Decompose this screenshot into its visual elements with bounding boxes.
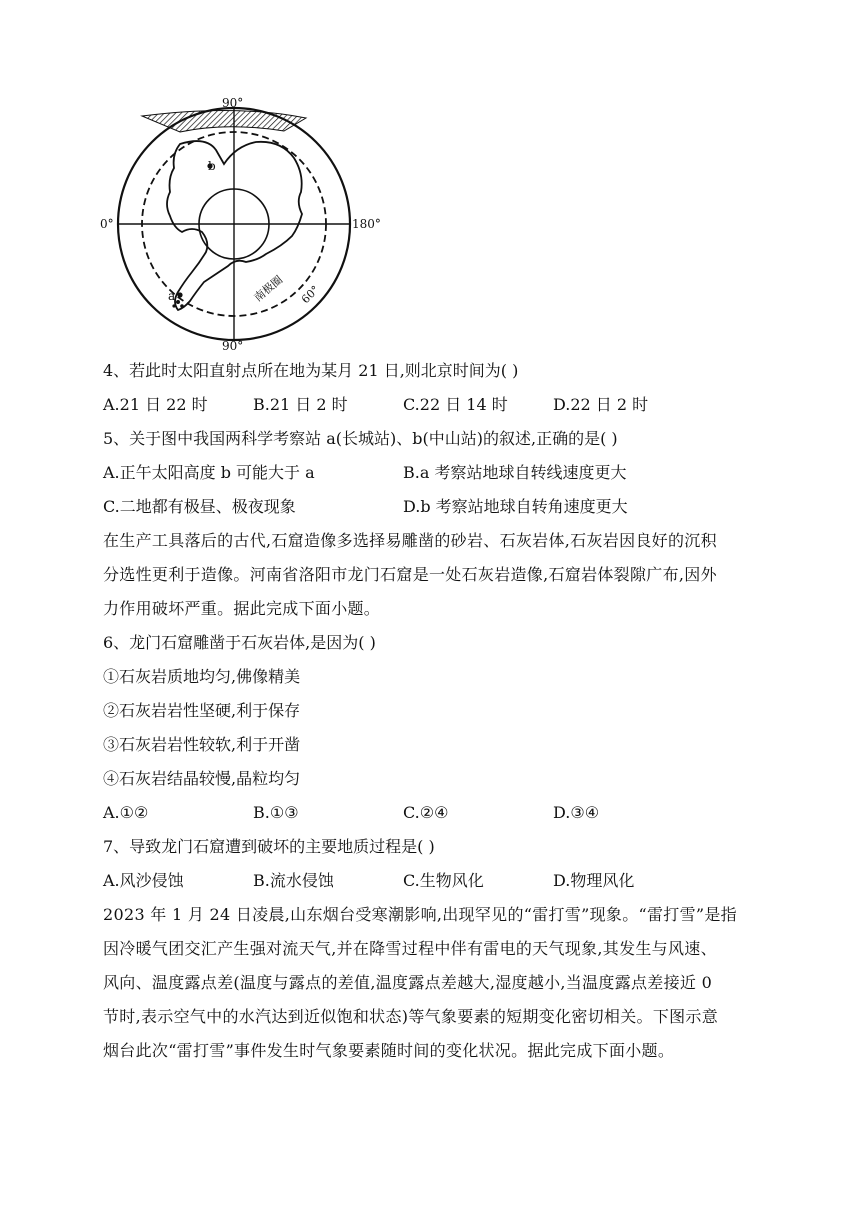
q6-options (103, 796, 763, 830)
q7-option-b: B.流水侵蚀 (253, 871, 334, 890)
label-b: b (208, 159, 216, 173)
q4-option-b: B.21 日 2 时 (253, 395, 348, 414)
label-top: 90° (222, 96, 244, 110)
q7-option-a: A.风沙侵蚀 (103, 871, 184, 890)
q7-option-c: C.生物风化 (403, 871, 484, 890)
q7-options (103, 864, 763, 898)
q6-option-d: D.③④ (553, 803, 600, 822)
q5-option-c: C.二地都有极昼、极夜现象 (103, 497, 296, 516)
q6-option-a: A.①② (103, 803, 149, 822)
q5-option-a: A.正午太阳高度 b 可能大于 a (103, 463, 315, 482)
station-a-dot (177, 292, 182, 297)
q6-stem: 6、龙门石窟雕凿于石灰岩体,是因为( ) (103, 633, 376, 652)
label-a: a (168, 289, 176, 303)
label-right: 180° (352, 217, 381, 231)
q6-statement-4: ④石灰岩结晶较慢,晶粒均匀 (103, 769, 301, 788)
passage-2 (103, 898, 763, 1068)
passage-2-line: 因冷暖气团交汇产生强对流天气,并在降雪过程中伴有雷电的天气现象,其发生与风速、 (103, 939, 717, 958)
passage-2-line: 烟台此次“雷打雪”事件发生时气象要素随时间的变化状况。据此完成下面小题。 (103, 1041, 675, 1060)
passage-2-line: 风向、温度露点差(温度与露点的差值,温度露点差越大,湿度越小,当温度露点差接近 0 (103, 973, 713, 992)
q5-options-row1 (103, 456, 763, 490)
label-left: 0° (100, 217, 114, 231)
antarctica-map-figure (96, 96, 386, 352)
passage-2-line: 节时,表示空气中的水汽达到近似饱和状态)等气象要素的短期变化密切相关。下图示意 (103, 1007, 719, 1026)
passage-1-line: 分选性更利于造像。河南省洛阳市龙门石窟是一处石灰岩造像,石窟岩体裂隙广布,因外 (103, 565, 717, 584)
q6-option-c: C.②④ (403, 803, 449, 822)
passage-2-line: 2023 年 1 月 24 日凌晨,山东烟台受寒潮影响,出现罕见的“雷打雪”现象。“雷打雪”是指 (103, 905, 737, 924)
label-antarctic-circle: 南极圈 (251, 273, 286, 305)
q5-option-b: B.a 考察站地球自转线速度更大 (403, 463, 627, 482)
q6-option-b: B.①③ (253, 803, 299, 822)
q5-options-row2 (103, 490, 763, 524)
q6-statement-2: ②石灰岩岩性坚硬,利于保存 (103, 701, 301, 720)
q7-option-d: D.物理风化 (553, 871, 635, 890)
q5-option-d: D.b 考察站地球自转角速度更大 (403, 497, 628, 516)
q7-stem: 7、导致龙门石窟遭到破坏的主要地质过程是( ) (103, 837, 435, 856)
label-bottom: 90° (222, 339, 244, 352)
q6-statement-1: ①石灰岩质地均匀,佛像精美 (103, 667, 301, 686)
passage-1-line: 在生产工具落后的古代,石窟造像多选择易雕凿的砂岩、石灰岩体,石灰岩因良好的沉积 (103, 531, 717, 550)
q4-option-a: A.21 日 22 时 (103, 395, 208, 414)
q5-stem: 5、关于图中我国两科学考察站 a(长城站)、b(中山站)的叙述,正确的是( ) (103, 429, 618, 448)
passage-1-line: 力作用破坏严重。据此完成下面小题。 (103, 599, 381, 618)
q4-options (103, 388, 763, 422)
label-60: 60° (298, 283, 322, 307)
q4-stem: 4、若此时太阳直射点所在地为某月 21 日,则北京时间为( ) (103, 361, 519, 380)
q4-option-d: D.22 日 2 时 (553, 395, 649, 414)
antarctica-map (96, 96, 386, 352)
q6-statement-3: ③石灰岩岩性较软,利于开凿 (103, 735, 301, 754)
questions (103, 354, 763, 1068)
passage-1 (103, 524, 763, 626)
q4-option-c: C.22 日 14 时 (403, 395, 508, 414)
